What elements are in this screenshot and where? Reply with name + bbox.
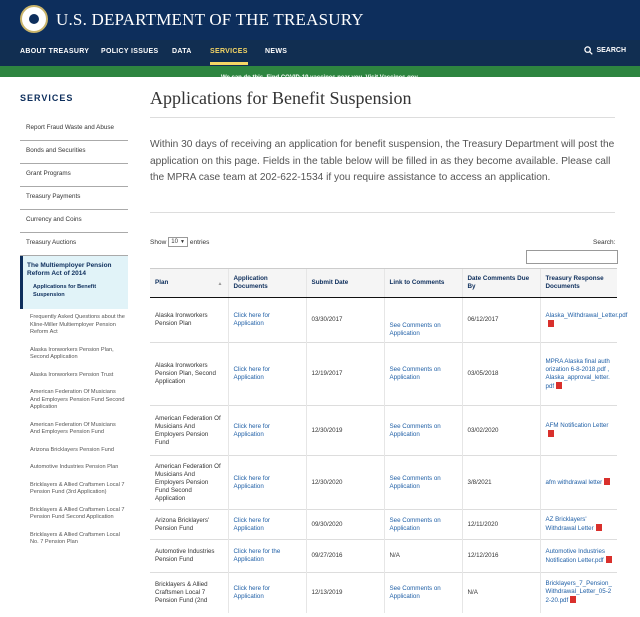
- cell-submit-date: 12/13/2019: [306, 573, 384, 613]
- pdf-icon: [604, 478, 610, 485]
- cell-application-link[interactable]: Click here for Application: [228, 456, 306, 510]
- sidebar-subitem[interactable]: American Federation Of Musicians And Employers Pension Fund Second Application: [30, 389, 125, 410]
- treasury-seal-logo[interactable]: [20, 5, 48, 33]
- response-link[interactable]: Alaska_Withdrawal_Letter.pdf: [545, 311, 628, 319]
- cell-comments-link[interactable]: See Comments on Application: [384, 298, 462, 343]
- table-row: [150, 343, 617, 406]
- search-icon: [584, 46, 593, 55]
- cell-plan: American Federation Of Musicians And Employers Pension Fund: [150, 406, 228, 456]
- entries-value: 10: [171, 239, 178, 245]
- table-row: [150, 406, 617, 456]
- pdf-icon: [548, 430, 554, 437]
- cell-due-date: 3/8/2021: [462, 456, 540, 510]
- cell-due-date: N/A: [462, 573, 540, 613]
- sidebar-subitem[interactable]: Bricklayers & Allied Craftsmen Local 7 Pension Fund (3rd Application): [30, 481, 125, 495]
- nav-data[interactable]: DATA: [172, 48, 192, 55]
- show-entries-control: [150, 237, 209, 247]
- cell-response[interactable]: [540, 540, 617, 573]
- table-row: [150, 540, 617, 573]
- table-row: [150, 573, 617, 613]
- column-header-application-documents[interactable]: Application Documents: [228, 269, 306, 298]
- sidebar-item-current[interactable]: Applications for Benefit Suspension: [33, 284, 97, 298]
- site-title[interactable]: U.S. DEPARTMENT OF THE TREASURY: [56, 10, 364, 29]
- response-link[interactable]: AZ Bricklayers' Withdrawal Letter: [545, 516, 594, 532]
- pdf-icon: [606, 556, 612, 563]
- cell-comments-link[interactable]: See Comments on Application: [384, 406, 462, 456]
- response-link[interactable]: afm withdrawal letter: [545, 479, 603, 486]
- cell-due-date: 03/02/2020: [462, 406, 540, 456]
- cell-comments-link[interactable]: See Comments on Application: [384, 343, 462, 406]
- cell-response[interactable]: [540, 510, 617, 540]
- table-row: [150, 456, 617, 510]
- sidebar-subitem[interactable]: Frequently Asked Questions about the Kline-Miller Multiemployer Pension Reform Act: [30, 314, 125, 335]
- sidebar-item-treasury-auctions[interactable]: Treasury Auctions: [20, 233, 128, 256]
- column-header-treasury-response[interactable]: Treasury Response Documents: [540, 269, 617, 298]
- cell-application-link[interactable]: Click here for Application: [228, 343, 306, 406]
- sidebar-list: [20, 118, 128, 552]
- sidebar: [20, 78, 128, 617]
- page-title: Applications for Benefit Suspension: [150, 88, 412, 108]
- cell-submit-date: 09/27/2016: [306, 540, 384, 573]
- sort-icon: ▲: [217, 281, 223, 287]
- sidebar-subitem[interactable]: American Federation Of Musicians And Employers Pension Fund: [30, 421, 116, 435]
- column-header-submit-date[interactable]: Submit Date: [306, 269, 384, 298]
- cell-submit-date: 03/30/2017: [306, 298, 384, 343]
- pdf-icon: [570, 596, 576, 603]
- intro-paragraph: Within 30 days of receiving an application for benefit suspension, the Treasury Department will post the application on this page. Fields in the table below will be filled in as they become available. Please call the MPRA case team at 202-622-1534 if you require assistance to access an application.: [150, 139, 615, 183]
- cell-application-link[interactable]: Click here for Application: [228, 573, 306, 613]
- sidebar-subitem[interactable]: Alaska Ironworkers Pension Trust: [30, 371, 114, 378]
- table-row: [150, 298, 617, 343]
- sidebar-heading: SERVICES: [20, 93, 74, 103]
- sidebar-item-mpra[interactable]: The Multiemployer Pension Reform Act of 2014: [27, 262, 112, 277]
- cell-due-date: 06/12/2017: [462, 298, 540, 343]
- cell-comments-link[interactable]: See Comments on Application: [384, 510, 462, 540]
- table-row: [150, 510, 617, 540]
- response-link[interactable]: Bricklayers_7_Pension_Withdrawal_Letter_05-22-20.pdf: [545, 580, 612, 605]
- pdf-icon: [596, 524, 602, 531]
- cell-comments-link[interactable]: See Comments on Application: [384, 456, 462, 510]
- sidebar-item-treasury-payments[interactable]: Treasury Payments: [20, 187, 128, 210]
- cell-plan: Alaska Ironworkers Pension Plan, Second Application: [150, 343, 228, 406]
- cell-plan: Automotive Industries Pension Fund: [150, 540, 228, 573]
- column-header-plan[interactable]: Plan ▲: [150, 269, 228, 298]
- sidebar-subitem[interactable]: Bricklayers & Allied Craftsmen Local No. 7 Pension Plan: [30, 531, 120, 545]
- column-header-date-comments-due[interactable]: Date Comments Due By: [462, 269, 540, 298]
- applications-table: [150, 268, 628, 613]
- sidebar-subitem[interactable]: Automotive Industries Pension Plan: [30, 464, 119, 470]
- search-label: SEARCH: [596, 47, 626, 54]
- cell-due-date: 12/11/2020: [462, 510, 540, 540]
- response-link[interactable]: AFM Notification Letter: [545, 422, 609, 429]
- nav-policy-issues[interactable]: POLICY ISSUES: [101, 48, 159, 55]
- show-label: Show: [150, 238, 167, 246]
- cell-plan: Arizona Bricklayers' Pension Fund: [150, 510, 228, 540]
- cell-comments: N/A: [384, 540, 462, 573]
- cell-submit-date: 12/30/2019: [306, 406, 384, 456]
- cell-application-link[interactable]: Click here for the Application: [228, 540, 306, 573]
- cell-application-link[interactable]: Click here for Application: [228, 510, 306, 540]
- cell-application-link[interactable]: Click here for Application: [228, 298, 306, 343]
- table-search-input[interactable]: [526, 250, 618, 264]
- covid-banner-link[interactable]: We can do this. Find COVID-19 vaccines near you. Visit Vaccines.gov.: [220, 75, 420, 81]
- nav-about-treasury[interactable]: ABOUT TREASURY: [20, 48, 90, 55]
- cell-response[interactable]: [540, 406, 617, 456]
- column-header-link-to-comments[interactable]: Link to Comments: [384, 269, 462, 298]
- main-nav: [0, 40, 640, 66]
- covid-banner: [0, 66, 640, 81]
- sidebar-subitem[interactable]: Alaska Ironworkers Pension Plan, Second Application: [30, 346, 114, 360]
- sidebar-subitem[interactable]: Bricklayers & Allied Craftsmen Local 7 Pension Fund Second Application: [30, 506, 125, 520]
- response-link[interactable]: Automotive Industries Notification Letter.pdf: [545, 547, 605, 564]
- cell-submit-date: 12/30/2020: [306, 456, 384, 510]
- site-header: [0, 0, 640, 40]
- cell-application-link[interactable]: Click here for Application: [228, 406, 306, 456]
- response-link[interactable]: MPRA Alaska final authorization 6-8-2018.pdf , Alaska_approval_letter.pdf: [545, 357, 610, 390]
- search-button[interactable]: [584, 46, 626, 55]
- cell-plan: Alaska Ironworkers Pension Plan: [150, 298, 228, 343]
- entries-label: entries: [189, 238, 210, 246]
- cell-submit-date: 12/19/2017: [306, 343, 384, 406]
- cell-due-date: 12/12/2016: [462, 540, 540, 573]
- cell-response[interactable]: [540, 343, 617, 406]
- entries-select[interactable]: [168, 237, 188, 247]
- divider: [150, 117, 615, 118]
- cell-submit-date: 09/30/2020: [306, 510, 384, 540]
- sidebar-active-section: [20, 256, 128, 309]
- cell-due-date: 03/05/2018: [462, 343, 540, 406]
- cell-response[interactable]: [540, 456, 617, 510]
- cell-plan: Bricklayers & Allied Craftsmen Local 7 Pension Fund (2nd: [150, 573, 228, 613]
- nav-services[interactable]: SERVICES: [210, 48, 248, 55]
- chevron-down-icon: ▼: [179, 239, 185, 245]
- sidebar-item-report-fraud[interactable]: Report Fraud Waste and Abuse: [20, 118, 128, 141]
- cell-response[interactable]: [540, 298, 628, 343]
- sidebar-item-grant-programs[interactable]: Grant Programs: [20, 164, 128, 187]
- cell-response[interactable]: [540, 573, 617, 613]
- cell-plan: American Federation Of Musicians And Employers Pension Fund Second Application: [150, 456, 228, 510]
- pdf-icon: [548, 320, 554, 327]
- table-search-label: Search:: [593, 239, 616, 246]
- sidebar-subitem[interactable]: Arizona Bricklayers Pension Fund: [30, 446, 114, 453]
- nav-news[interactable]: NEWS: [265, 48, 288, 55]
- cell-comments-link[interactable]: See Comments on Application: [384, 573, 462, 613]
- sidebar-item-currency-coins[interactable]: Currency and Coins: [20, 210, 128, 233]
- table-header-row: [150, 269, 617, 298]
- pdf-icon: [556, 382, 562, 389]
- sidebar-item-bonds[interactable]: Bonds and Securities: [20, 141, 128, 164]
- divider: [150, 212, 615, 213]
